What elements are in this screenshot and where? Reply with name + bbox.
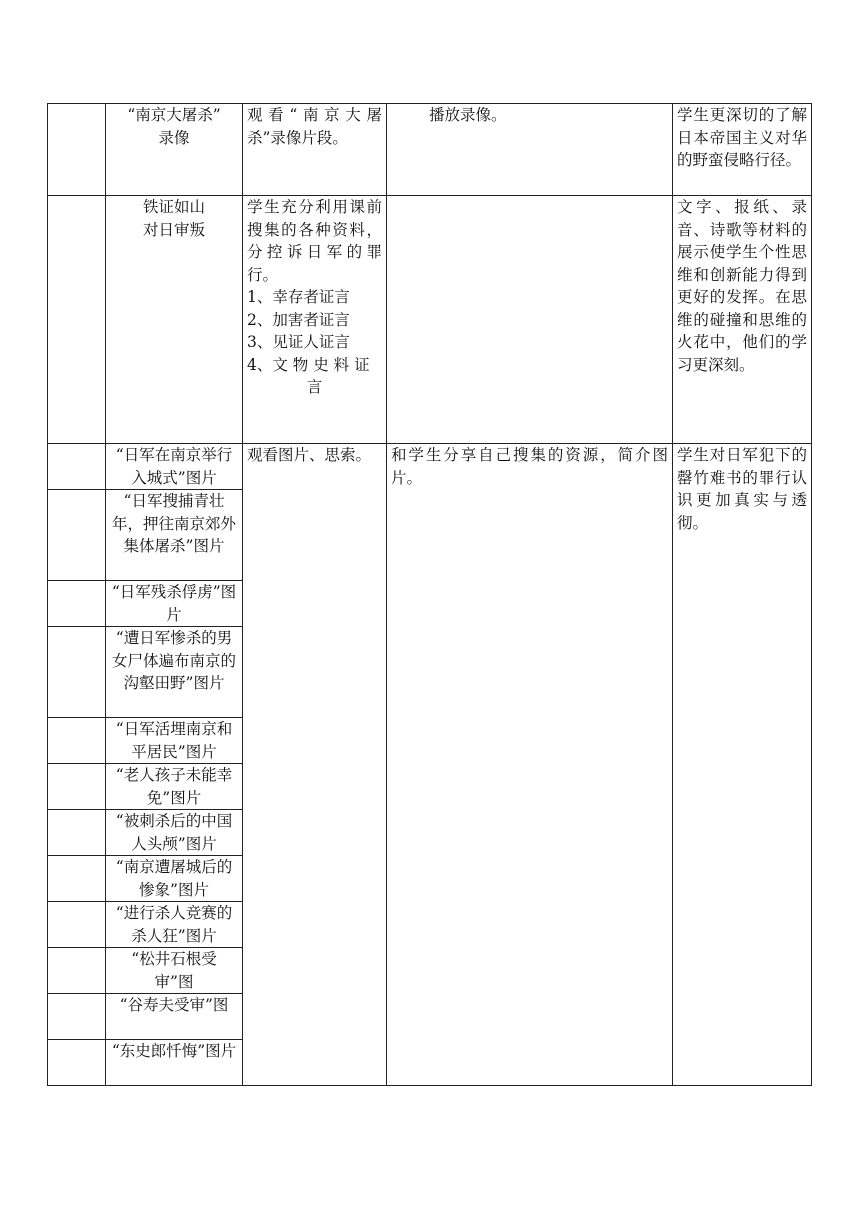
empty-cell [48,856,106,902]
empty-cell [48,1040,106,1086]
empty-cell [48,764,106,810]
empty-cell [48,104,106,196]
teacher-activity-cell [387,196,673,444]
picture-item: “遭日军惨杀的男女尸体遍布南京的沟壑田野”图片 [106,627,243,718]
student-activity-cell [243,196,387,444]
evidence-item: 4、文 物 史 料 证 [247,355,370,374]
picture-item: “被刺杀后的中国人头颅”图片 [106,810,243,856]
table-row [48,196,812,444]
empty-cell [48,196,106,444]
topic-line: 录像 [158,128,190,147]
table-row [48,444,812,490]
picture-item: “日军搜捕青壮年，押往南京郊外集体屠杀”图片 [106,490,243,581]
topic-cell [106,104,243,196]
topic-cell [106,196,243,444]
empty-cell [48,902,106,948]
empty-cell [48,444,106,490]
evidence-item: 2、加害者证言 [247,310,350,329]
evidence-item: 3、见证人证言 [247,333,350,351]
evidence-item: 1、幸存者证言 [247,288,350,306]
student-intro: 学生充分利用课前搜集的各种资料，分控诉日军的罪行。 [247,198,382,284]
teacher-activity-cell: 和学生分享自己搜集的资源，简介图片。 [387,444,673,1086]
picture-item: “松井石根受审”图 [106,948,243,994]
topic-line: 铁证如山 [142,198,205,216]
student-activity-cell: 观看图片、思索。 [243,444,387,1086]
empty-cell [48,948,106,994]
picture-item: “老人孩子未能幸免”图片 [106,764,243,810]
empty-cell [48,810,106,856]
empty-cell [48,994,106,1040]
table-row [48,104,812,196]
empty-cell [48,718,106,764]
teacher-activity-cell: 播放录像。 [387,104,673,196]
picture-item: “进行杀人竞赛的杀人狂”图片 [106,902,243,948]
picture-item: “日军活埋南京和平居民”图片 [106,718,243,764]
picture-item: “南京遭屠城后的惨象”图片 [106,856,243,902]
picture-item: “东史郎忏悔”图片 [106,1040,243,1086]
design-intent-cell: 文字、报纸、录音、诗歌等材料的展示使学生个性思维和创新能力得到更好的发挥。在思维的碰撞和思维的火花中，他们的学习更深刻。 [673,196,812,444]
picture-item: “日军在南京举行入城式”图片 [106,444,243,490]
picture-item: “谷寿夫受审”图 [106,994,243,1040]
topic-line: “南京大屠杀” [127,106,221,124]
topic-line: 对日审叛 [142,220,205,239]
evidence-item: 言 [306,378,323,396]
empty-cell [48,581,106,627]
design-intent-cell: 学生对日军犯下的罄竹难书的罪行认识更加真实与透彻。 [673,444,812,1086]
design-intent-cell: 学生更深切的了解日本帝国主义对华的野蛮侵略行径。 [673,104,812,196]
empty-cell [48,627,106,718]
student-activity-cell: 观看“南京大屠杀”录像片段。 [243,104,387,196]
empty-cell [48,490,106,581]
picture-item: “日军残杀俘虏”图片 [106,581,243,627]
lesson-plan-table [47,103,812,1086]
